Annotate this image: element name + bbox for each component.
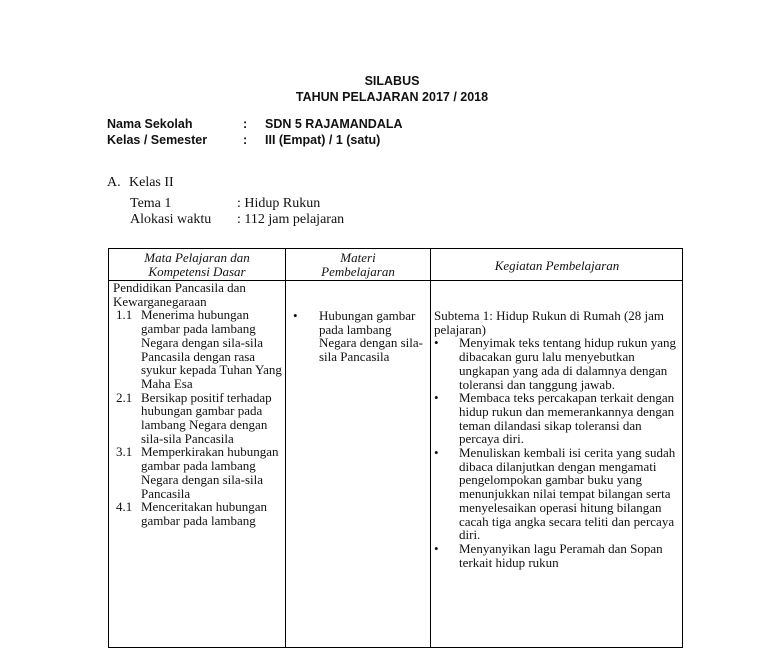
bullet-icon: • [434,540,439,556]
activity-item: • Membaca teks percakapan terkait dengan hidup rukun dan memerankannya dengan teman dilandasi sikap toleransi dan percaya diri. [434,390,675,447]
class-value: III (Empat) / 1 (satu) [265,133,381,147]
header-subject-competency: Mata Pelajaran dan Kompetensi Dasar [144,250,250,279]
time-label: Alokasi waktu [130,212,212,227]
activity-item: • Menyanyikan lagu Peramah dan Sopan terkait hidup rukun [434,540,663,570]
materi-item: • Hubungan gambar pada lambang Negara dengan sila-sila Pancasila [293,308,423,365]
theme-row [130,196,320,212]
theme-label: Tema 1 [130,196,172,211]
time-value: : 112 jam pelajaran [237,212,345,227]
academic-year: TAHUN PELAJARAN 2017 / 2018 [295,90,489,104]
materi-column [293,309,425,364]
syllabus-table [108,248,683,648]
subtema-title: Subtema 1: Hidup Rukun di Rumah (28 jam pelajaran) [434,308,665,337]
competency-item: 4.1 Menceritakan hubungan gambar pada lambang [116,499,267,528]
school-colon: : [243,117,248,131]
competency-item: 1.1 Menerima hubungan gambar pada lambang Negara dengan sila-sila Pancasila dengan rasa syukur kepada Tuhan Yang Maha Esa [116,307,282,391]
school-value: SDN 5 RAJAMANDALA [265,117,403,131]
bullet-icon: • [293,308,298,323]
class-colon: : [243,133,248,147]
competency-column [113,281,283,528]
class-row [107,133,380,147]
time-row [130,212,344,228]
school-row [107,117,403,131]
header-materi: Materi Pembelajaran [321,250,395,279]
kegiatan-column [434,309,682,569]
section-label: Kelas II [129,175,174,190]
bullet-icon: • [434,390,439,406]
class-label: Kelas / Semester [107,133,208,147]
table-divider [430,249,431,647]
header-kegiatan: Kegiatan Pembelajaran [494,258,620,273]
table-divider [285,249,286,647]
document-title: SILABUS [364,74,420,88]
competency-item: 2.1 Bersikap positif terhadap hubungan gambar pada lambang Negara dengan sila-sila Pancasila [116,389,272,446]
subject-name: Pendidikan Pancasila dan Kewarganegaraan [113,280,246,309]
theme-value: : Hidup Rukun [237,196,321,211]
activity-item: • Menuliskan kembali isi cerita yang sudah dibaca dilanjutkan dengan mengamati pengelompokan gambar buku yang menunjukkan nilai tempat bilangan serta menyelesaikan operasi hitung bilangan cacah tiga angka secara teliti dan percaya diri. [434,445,676,543]
bullet-icon: • [434,445,439,461]
bullet-icon: • [434,335,439,351]
section-letter: A. [107,175,121,190]
school-label: Nama Sekolah [107,117,193,131]
section-heading [107,175,174,191]
competency-item: 3.1 Memperkirakan hubungan gambar pada lambang Negara dengan sila-sila Pancasila [116,444,279,501]
activity-item: • Menyimak teks tentang hidup rukun yang dibacakan guru lalu menyebutkan ungkapan yang ada di dalamnya dengan toleransi dan tanggung jawab. [434,335,676,392]
